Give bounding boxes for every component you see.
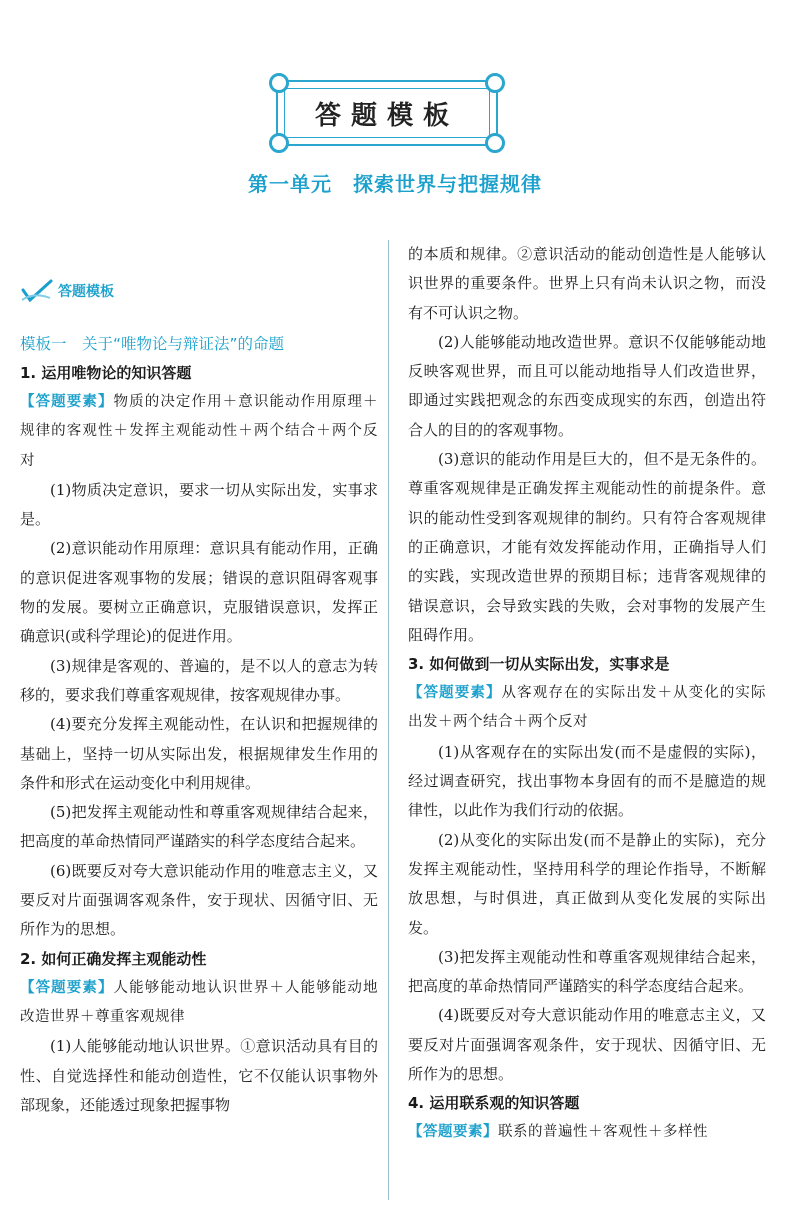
paragraph: (2)意识能动作用原理：意识具有能动作用，正确的意识促进客观事物的发展；错误的意识阻碍客观事物的发展。要树立正确意识，克服错误意识，发挥正确意识(或科学理论)的促进作用。 [20, 539, 378, 646]
answer-elements-2 [20, 974, 378, 1033]
answer-elements-text: 从客观存在的实际出发＋从变化的实际出发＋两个结合＋两个反对 [408, 685, 766, 731]
answer-elements-text: 联系的普遍性＋客观性＋多样性 [498, 1124, 708, 1141]
answer-elements-text: 人能够能动地认识世界＋人能够能动地改造世界＋尊重客观规律 [20, 979, 378, 1025]
answer-elements-label: 【答题要素】 [408, 685, 502, 702]
paragraph: (1)人能够能动地认识世界。①意识活动具有目的性、自觉选择性和能动创造性，它不仅能认识事物外部现象，还能透过现象把握事物 [20, 1037, 378, 1114]
paragraph: (3)意识的能动作用是巨大的，但不是无条件的。尊重客观规律是正确发挥主观能动性的前提条件。意识的能动性受到客观规律的制约。只有符合客观规律的正确意识，才能有效发挥能动作用，正确指导人们的实践，实现改造世界的预期目标；违背客观规律的错误意识，会导致实践的失败，会对事物的发展产生阻碍作用。 [408, 450, 766, 644]
question-heading-3: 3. 如何做到一切从实际出发，实事求是 [408, 655, 670, 674]
question-heading-1: 1. 运用唯物论的知识答题 [20, 364, 192, 382]
section-tag [20, 278, 114, 304]
right-column [408, 240, 766, 1148]
column-divider [388, 240, 389, 1200]
left-column [20, 330, 378, 1120]
paragraph: (3)规律是客观的、普遍的，是不以人的意志为转移的，要求我们尊重客观规律，按客观规律办事。 [20, 656, 378, 704]
module-heading: 模板一 关于“唯物论与辩证法”的命题 [20, 335, 285, 353]
check-mark-icon [20, 278, 54, 304]
question-heading-4: 4. 运用联系观的知识答题 [408, 1094, 580, 1113]
unit-title: 第一单元 探索世界与把握规律 [248, 172, 542, 196]
answer-elements-3 [408, 679, 766, 738]
paragraph: (4)要充分发挥主观能动性，在认识和把握规律的基础上，坚持一切从实际出发，根据规律发生作用的条件和形式在运动变化中利用规律。 [20, 715, 378, 792]
answer-elements-text: 物质的决定作用＋意识能动作用原理＋规律的客观性＋发挥主观能动性＋两个结合＋两个反对 [20, 394, 378, 469]
paragraph: (5)把发挥主观能动性和尊重客观规律结合起来，把高度的革命热情同严谨踏实的科学态度结合起来。 [20, 803, 378, 851]
banner-inner-frame [284, 88, 490, 138]
paragraph: 的本质和规律。②意识活动的能动创造性是人能够认识世界的重要条件。世界上只有尚未认识之物，而没有不可认识之物。 [408, 245, 766, 322]
answer-elements-1 [20, 388, 378, 476]
paragraph: (1)从客观存在的实际出发(而不是虚假的实际)，经过调查研究，找出事物本身固有的而不是臆造的规律性，以此作为我们行动的依据。 [408, 742, 766, 820]
paragraph: (4)既要反对夸大意识能动作用的唯意志主义，又要反对片面强调客观条件，安于现状、因循守旧、无所作为的思想。 [408, 1006, 766, 1084]
paragraph: (2)从变化的实际出发(而不是静止的实际)，充分发挥主观能动性，坚持用科学的理论作指导，不断解放思想，与时俱进，真正做到从变化发展的实际出发。 [408, 830, 766, 937]
answer-elements-4 [408, 1118, 766, 1147]
question-heading-2: 2. 如何正确发挥主观能动性 [20, 949, 207, 968]
paragraph: (2)人能够能动地改造世界。意识不仅能够能动地反映客观世界，而且可以能动地指导人们改造世界，即通过实践把观念的东西变成现实的东西，创造出符合人的目的的客观事物。 [408, 332, 766, 439]
paragraph: (1)物质决定意识，要求一切从实际出发，实事求是。 [20, 480, 378, 529]
paragraph: (3)把发挥主观能动性和尊重客观规律结合起来，把高度的革命热情同严谨踏实的科学态度结合起来。 [408, 947, 766, 996]
section-tag-label: 答题模板 [58, 284, 114, 300]
answer-elements-label: 【答题要素】 [408, 1124, 498, 1141]
paragraph: (6)既要反对夸大意识能动作用的唯意志主义，又要反对片面强调客观条件，安于现状、因循守旧、无所作为的思想。 [20, 861, 378, 939]
title-banner [276, 80, 498, 146]
answer-elements-label: 【答题要素】 [20, 394, 114, 410]
banner-title: 答题模板 [314, 100, 459, 131]
answer-elements-label: 【答题要素】 [20, 979, 114, 996]
